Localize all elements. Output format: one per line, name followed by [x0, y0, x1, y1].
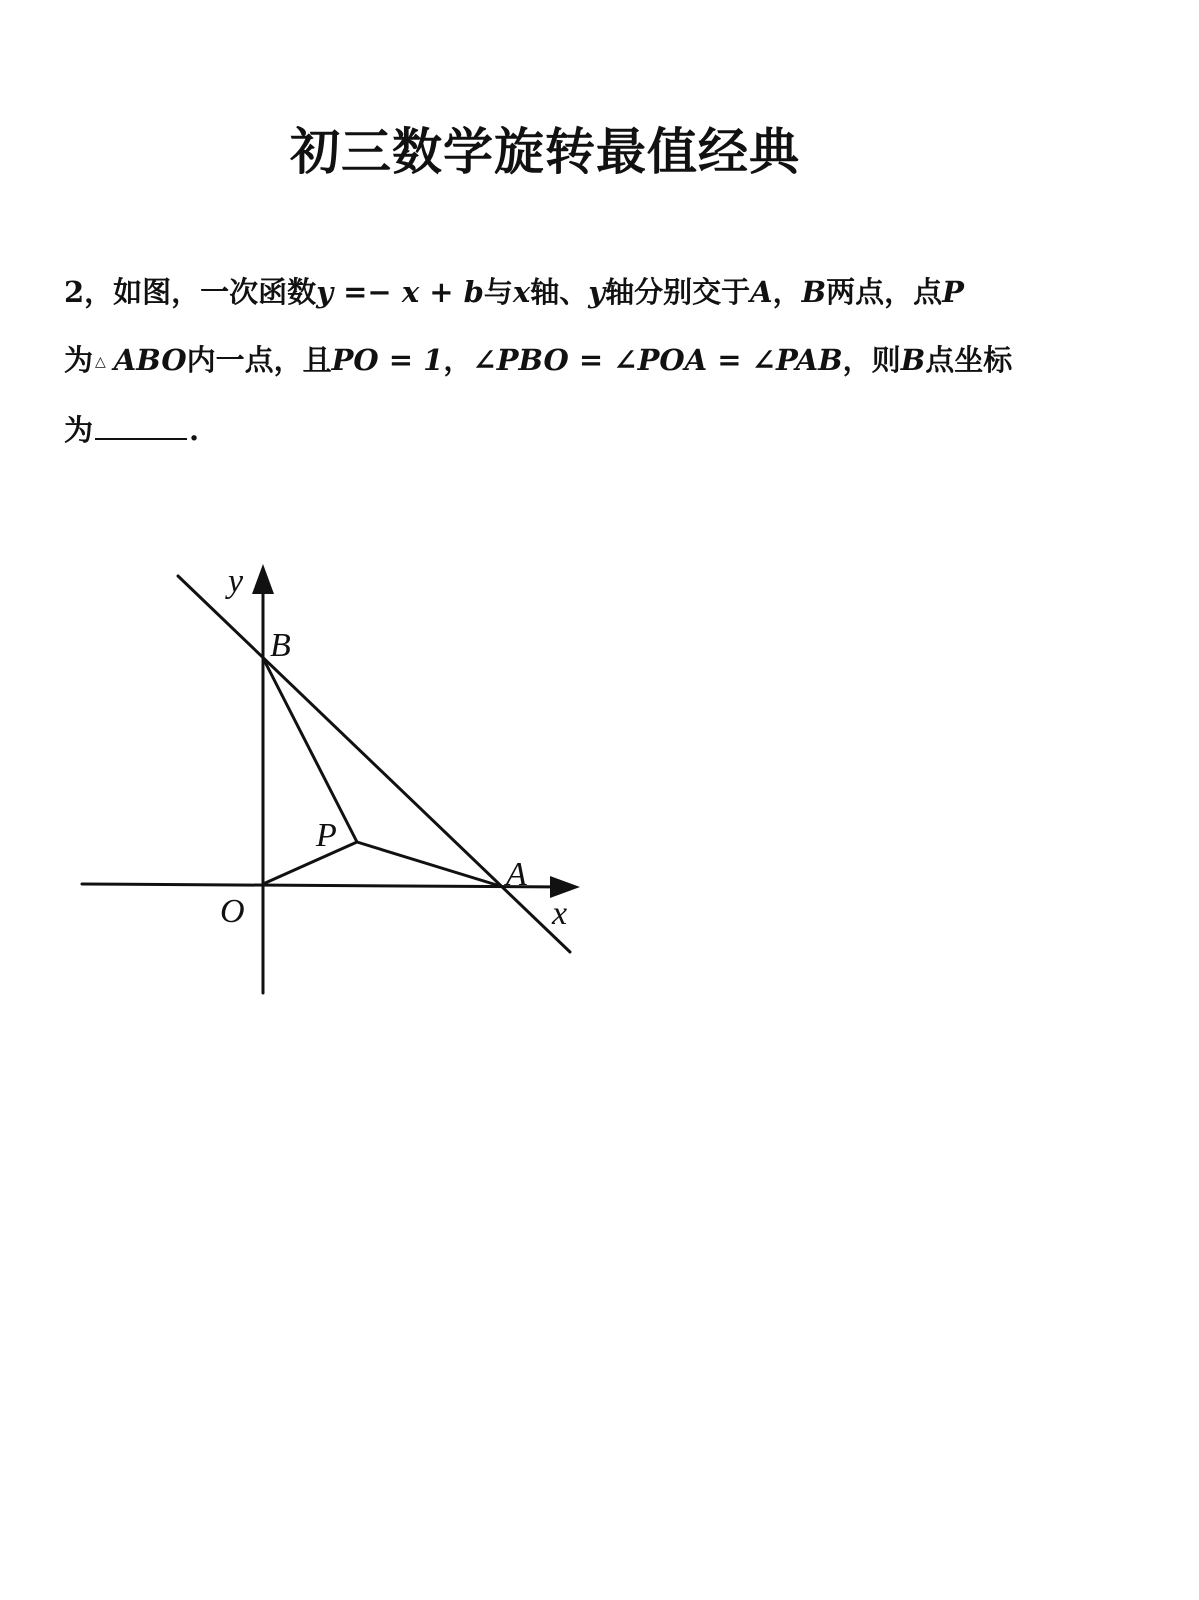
x-axis-label: x: [552, 895, 568, 932]
text-with: 与: [483, 275, 513, 309]
text-coordinates: 点坐标: [925, 343, 1013, 377]
y-axis-label: y: [228, 563, 244, 600]
triangle-icon: △: [95, 354, 106, 370]
condition-po: PO = 1: [331, 343, 444, 377]
text-comma: ，: [772, 275, 802, 309]
origin-label: O: [220, 893, 245, 930]
text-period: .: [189, 413, 200, 447]
point-p-label: P: [316, 817, 337, 854]
segment-op: [263, 842, 357, 884]
x-variable: x: [512, 275, 531, 309]
text-then: ，则: [842, 343, 901, 377]
page-title: 初三数学旋转最值经典: [290, 123, 800, 181]
point-a-ref: A: [750, 275, 773, 309]
segment-bp: [263, 658, 357, 842]
text-comma-2: ，: [443, 343, 473, 377]
point-b-label: B: [270, 627, 291, 664]
condition-angles: ∠PBO = ∠POA = ∠PAB: [472, 343, 843, 377]
y-axis-arrow-icon: [252, 564, 274, 594]
problem-intro: 2，如图，一次函数: [64, 275, 317, 309]
triangle-name: ABO: [113, 343, 187, 377]
text-axis: 轴、: [530, 275, 589, 309]
point-a-label: A: [506, 856, 527, 893]
text-intersect: 轴分别交于: [605, 275, 751, 309]
y-variable: y: [588, 275, 606, 309]
point-b-ref: B: [801, 275, 827, 309]
point-p-ref: P: [942, 275, 964, 309]
text-inside: 内一点，且: [186, 343, 332, 377]
text-is-2: 为: [64, 413, 94, 447]
function-equation: y =− x + b: [316, 275, 484, 309]
point-b-ref-2: B: [900, 343, 926, 377]
text-is: 为: [64, 343, 94, 377]
text-two-points: 两点，点: [826, 275, 943, 309]
